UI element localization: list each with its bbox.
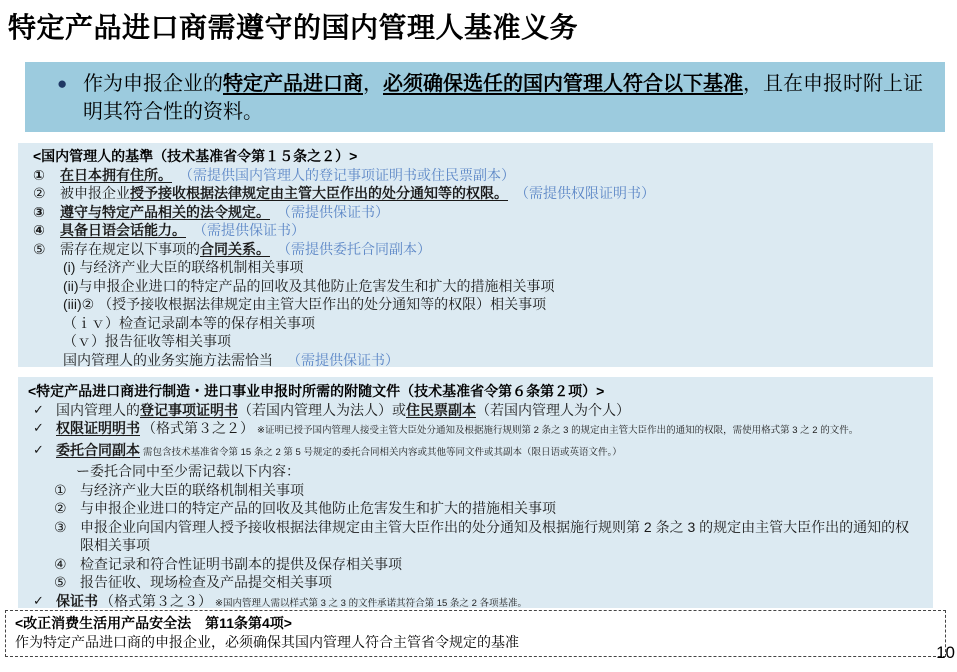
item-text: 遵守与特定产品相关的法令规定。 （需提供保证书） xyxy=(60,203,389,220)
fine-print: ※国内管理人需以样式第 3 之 3 的文件承诺其符合第 15 条之 2 各项基准。 xyxy=(215,597,527,608)
law-body: 作为特定产品进口商的申报企业，必须确保其国内管理人符合主管省令规定的基准 xyxy=(15,634,519,650)
criteria-subitem: (ii)与申报企业进口的特定产品的回收及其他防止危害发生和扩大的措施相关事项 xyxy=(63,277,555,294)
attachments-panel xyxy=(18,377,933,608)
law-reference-box xyxy=(5,610,946,657)
bullet-icon: ● xyxy=(57,74,68,93)
checkmark-icon: ✓ xyxy=(33,441,44,457)
intro-text-plain: ， xyxy=(363,73,383,95)
item-text: 在日本拥有住所。 （需提供国内管理人的登记事项证明书或住民票副本） xyxy=(60,166,515,183)
item-text: 具备日语会话能力。 （需提供保证书） xyxy=(60,222,305,238)
attachment-text: 委托合同副本 需包含技术基准省令第 15 条之 2 第 5 号规定的委托合同相关内容或其他等同文件或其副本（限日语或英语文件。） xyxy=(56,441,622,458)
requirement-note: （需提供保证书） xyxy=(200,222,305,238)
criteria-panel xyxy=(18,143,933,367)
criteria-subitem: (i) 与经济产业大臣的联络机制相关事项 xyxy=(63,259,304,275)
intro-highlight-box xyxy=(25,62,945,132)
intro-text-emphasis: 特定产品进口商 xyxy=(223,73,363,95)
requirement-note: （需提供保证书） xyxy=(287,351,399,367)
criteria-item xyxy=(33,184,923,203)
intro-text-plain: ，且在申报时附上证明其符合性的资料。 xyxy=(83,73,923,123)
intro-text xyxy=(83,70,925,126)
item-number: ③ xyxy=(54,518,67,535)
item-number: ④ xyxy=(33,222,45,238)
criteria-item xyxy=(33,240,923,259)
contract-item: ② 与申报企业进口的特定产品的回收及其他防止危害发生和扩大的措施相关事项 xyxy=(54,500,556,516)
item-number: ① xyxy=(54,481,67,498)
checkmark-icon: ✓ xyxy=(33,592,44,608)
attachments-heading: <特定产品进口商进行制造・进口事业申报时所需的附随文件（技术基准省令第６条第２项）> xyxy=(28,383,605,399)
contract-item: ⑤ 报告征收、现场检查及产品提交相关事项 xyxy=(54,574,332,590)
item-number: ② xyxy=(33,185,46,201)
intro-text-plain: 作为申报企业的 xyxy=(83,73,223,95)
law-heading: <改正消费生活用产品安全法 第11条第4项> xyxy=(15,615,292,631)
criteria-closing: 国内管理人的业务实施方法需恰当 （需提供保证书） xyxy=(63,351,399,367)
item-number: ⑤ xyxy=(33,240,46,257)
attachment-item xyxy=(28,419,923,441)
item-text: 需存在规定以下事项的合同关系。 （需提供委托合同副本） xyxy=(60,240,431,257)
requirement-note: （需提供保证书） xyxy=(284,203,389,220)
item-text: 被申报企业授予接收根据法律规定由主管大臣作出的处分通知等的权限。 （需提供权限证明书） xyxy=(60,185,655,201)
attachment-item xyxy=(28,401,923,420)
fine-print: ※证明已授予国内管理人接受主管大臣处分通知及根据施行规则第 2 条之 3 的规定由主管大臣作出的通知的权限，需使用格式第 3 之 2 的文件。 xyxy=(257,425,859,436)
page-title: 特定产品进口商需遵守的国内管理人基准义务 xyxy=(8,12,579,43)
requirement-note: （需提供国内管理人的登记事项证明书或住民票副本） xyxy=(186,166,515,183)
page-number: 10 xyxy=(936,643,955,662)
item-number: ① xyxy=(33,166,45,183)
attachment-text: 保证书 （格式第３之３） ※国内管理人需以样式第 3 之 3 的文件承诺其符合第 15 条之 2 各项基准。 xyxy=(56,592,527,608)
item-number: ③ xyxy=(33,203,45,220)
criteria-item xyxy=(33,166,923,185)
intro-text-emphasis: 必须确保选任的国内管理人符合以下基准 xyxy=(383,73,743,95)
criteria-item xyxy=(33,221,923,240)
requirement-note: （需提供委托合同副本） xyxy=(284,240,431,257)
criteria-subitem: （ｉｖ）检查记录副本等的保存相关事项 xyxy=(63,314,315,331)
contract-item: ③ 申报企业向国内管理人授予接收根据法律规定由主管大臣作出的处分通知及根据施行规则第 2 条之 3 的规定由主管大臣作出的通知的权限相关事项 xyxy=(54,518,910,553)
fine-print: 需包含技术基准省令第 15 条之 2 第 5 号规定的委托合同相关内容或其他等同文件或其副本（限日语或英语文件。） xyxy=(143,446,622,458)
criteria-heading: <国内管理人的基準（技术基准省令第１５条之２）> xyxy=(33,148,358,164)
item-number: ⑤ xyxy=(54,574,67,590)
item-number: ② xyxy=(54,500,67,516)
checkmark-icon: ✓ xyxy=(33,420,44,435)
criteria-subitem: （ｖ）报告征收等相关事项 xyxy=(63,333,231,349)
attachment-item xyxy=(28,592,923,609)
checkmark-icon: ✓ xyxy=(33,401,44,417)
requirement-note: （需提供权限证明书） xyxy=(522,185,655,201)
contract-item: ① 与经济产业大臣的联络机制相关事项 xyxy=(54,481,304,498)
attachment-text: 国内管理人的登记事项证明书（若国内管理人为法人）或住民票副本（若国内管理人为个人） xyxy=(56,401,630,418)
attachment-item xyxy=(28,441,923,463)
criteria-subitem: (iii)② （授予接收根据法律规定由主管大臣作出的处分通知等的权限）相关事项 xyxy=(63,296,547,312)
contract-item: ④ 检查记录和符合性证明书副本的提供及保存相关事项 xyxy=(54,555,402,572)
contract-intro: ー委托合同中至少需记载以下内容： xyxy=(76,463,300,479)
item-number: ④ xyxy=(54,555,67,572)
criteria-item xyxy=(33,203,923,222)
attachment-text: 权限证明明书 （格式第３之２） ※证明已授予国内管理人接受主管大臣处分通知及根据施行规则第 2 条之 3 的规定由主管大臣作出的通知的权限，需使用格式第 3 之 2 的文件。 xyxy=(56,420,859,436)
